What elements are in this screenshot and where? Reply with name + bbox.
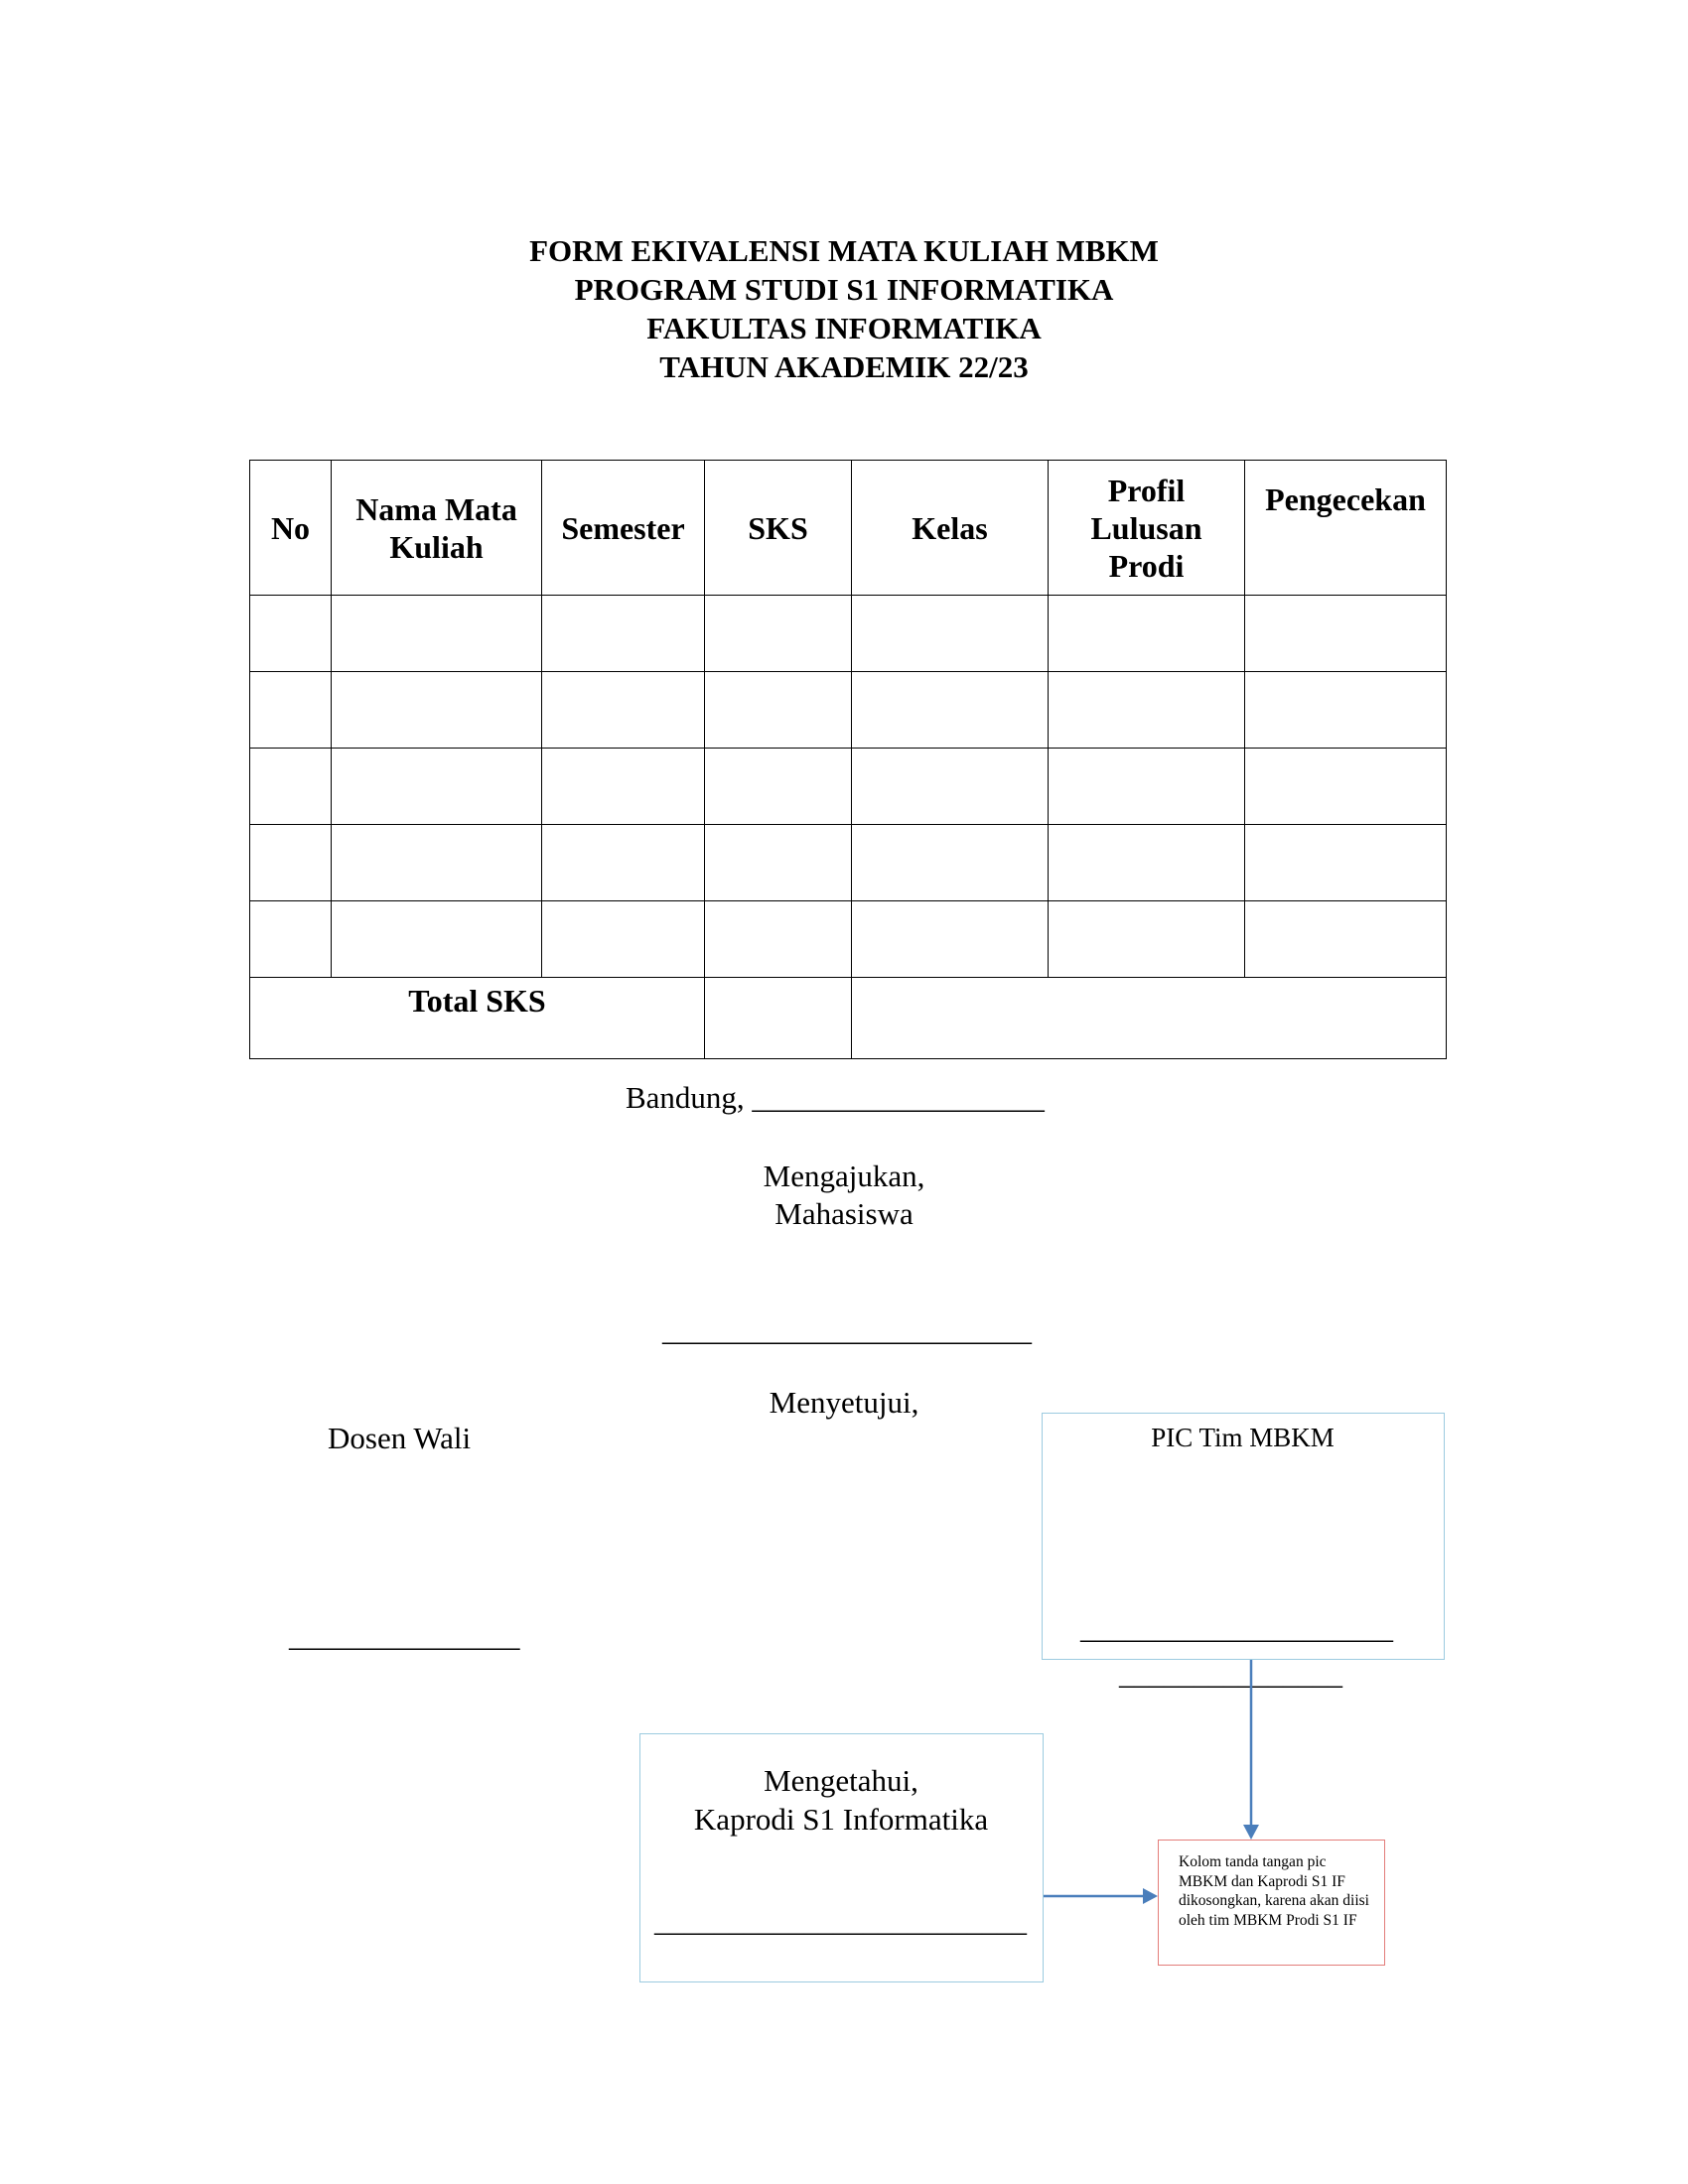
header-course-name-line-2: Kuliah [389,528,484,565]
header-course-name-line-1: Nama Mata [355,490,517,527]
header-graduate-profile-line-3: Prodi [1108,547,1185,584]
header-graduate-profile-line-1: Profil [1107,472,1186,508]
kaprodi-signature-line[interactable]: _________________________ [654,1905,1027,1938]
submit-label: Mengajukan, [763,1159,925,1193]
header-no: No [250,461,332,596]
arrow-head-right-icon [1143,1888,1158,1904]
place-date-line[interactable]: Bandung, ___________________ [626,1080,1045,1115]
title-line-4: TAHUN AKADEMIK 22/23 [659,349,1029,384]
approve-label: Menyetujui, [769,1385,919,1420]
advisor-signature-line[interactable]: _______________ [289,1618,520,1653]
student-label: Mahasiswa [774,1196,914,1231]
header-kelas: Kelas [852,461,1049,596]
pic-signature-line[interactable]: _____________________ [1080,1612,1393,1645]
total-sks-label: Total SKS [250,978,705,1059]
kaprodi-acknowledge-label: Mengetahui, [764,1763,918,1798]
student-signature-line[interactable]: ________________________ [662,1312,1032,1347]
title-line-1: FORM EKIVALENSI MATA KULIAH MBKM [529,233,1159,268]
pic-name-line[interactable]: _______________ [1119,1658,1342,1691]
pic-label: PIC Tim MBKM [1151,1423,1335,1452]
advisor-label: Dosen Wali [328,1421,472,1455]
arrow-head-down-icon [1243,1825,1259,1840]
header-sks: SKS [705,461,852,596]
header-graduate-profile-line-2: Lulusan [1090,509,1202,546]
title-line-3: FAKULTAS INFORMATIKA [646,311,1042,345]
header-semester: Semester [542,461,705,596]
kaprodi-label: Kaprodi S1 Informatika [693,1802,989,1837]
note-text: Kolom tanda tangan pic MBKM dan Kaprodi S1 IF dikosongkan, karena akan diisi oleh tim MBKM Prodi S1 IF [1179,1853,1369,1929]
header-check: Pengecekan [1245,461,1447,596]
title-line-2: PROGRAM STUDI S1 INFORMATIKA [574,272,1114,307]
